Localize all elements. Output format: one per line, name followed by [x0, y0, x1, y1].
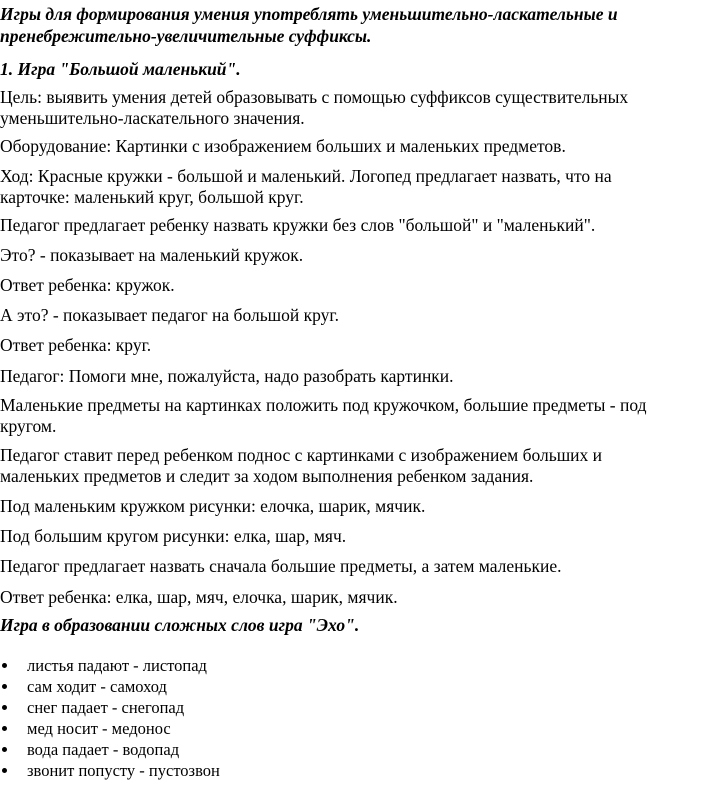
bullet-dot-icon: [2, 726, 7, 731]
game1-goal-line-1: Цель: выявить умения детей образовывать с помощью суффиксов существительных: [0, 87, 629, 107]
list-item-text: снег падает - снегопад: [27, 698, 185, 717]
game1-course-line-1: Ход: Красные кружки - большой и маленький. Логопед предлагает назвать, что на: [0, 166, 612, 186]
document-heading-line-2: пренебрежительно-увеличительные суффиксы.: [0, 26, 372, 46]
game1-paragraph-8-line-2: маленьких предметов и следит за ходом выполнения ребенком задания.: [0, 466, 534, 486]
game1-paragraph-11: Педагог предлагает назвать сначала большие предметы, а затем маленькие.: [0, 556, 562, 576]
game2-title: Игра в образовании сложных слов игра "Эхо".: [0, 615, 360, 635]
game1-paragraph-7-line-2: кругом.: [0, 416, 57, 436]
list-item-text: мед носит - медонос: [27, 719, 171, 738]
game1-paragraph-2: Это? - показывает на маленький кружок.: [0, 245, 304, 265]
bullet-dot-icon: [2, 768, 7, 773]
bullet-dot-icon: [2, 705, 7, 710]
game1-paragraph-6: Педагог: Помоги мне, пожалуйста, надо разобрать картинки.: [0, 366, 454, 386]
game1-paragraph-10: Под большим кругом рисунки: елка, шар, мяч.: [0, 526, 347, 546]
bullet-dot-icon: [2, 747, 7, 752]
game1-paragraph-4: А это? - показывает педагог на большой круг.: [0, 305, 339, 325]
list-item-text: звонит попусту - пустозвон: [27, 761, 220, 780]
game1-paragraph-7-line-1: Маленькие предметы на картинках положить под кружочком, большие предметы - под: [0, 395, 647, 415]
game1-goal-line-2: уменьшительно-ласкательного значения.: [0, 108, 305, 128]
list-item-text: вода падает - водопад: [27, 740, 180, 759]
game1-paragraph-5: Ответ ребенка: круг.: [0, 335, 152, 355]
game1-title: 1. Игра "Большой маленький".: [0, 59, 241, 79]
game1-paragraph-3: Ответ ребенка: кружок.: [0, 275, 175, 295]
bullet-dot-icon: [2, 684, 7, 689]
game1-equipment: Оборудование: Картинки с изображением больших и маленьких предметов.: [0, 136, 566, 156]
game1-paragraph-9: Под маленьким кружком рисунки: елочка, шарик, мячик.: [0, 496, 426, 516]
game1-paragraph-1: Педагог предлагает ребенку назвать кружки без слов "большой" и "маленький".: [0, 215, 596, 235]
list-item-text: листья падают - листопад: [27, 656, 207, 675]
list-item-text: сам ходит - самоход: [27, 677, 167, 696]
game1-paragraph-12: Ответ ребенка: елка, шар, мяч, елочка, шарик, мячик.: [0, 587, 398, 607]
bullet-dot-icon: [2, 663, 7, 668]
document-heading-line-1: Игры для формирования умения употреблять уменьшительно-ласкательные и: [0, 4, 618, 24]
game1-course-line-2: карточке: маленький круг, большой круг.: [0, 187, 304, 207]
game1-paragraph-8-line-1: Педагог ставит перед ребенком поднос с картинками с изображением больших и: [0, 445, 603, 465]
